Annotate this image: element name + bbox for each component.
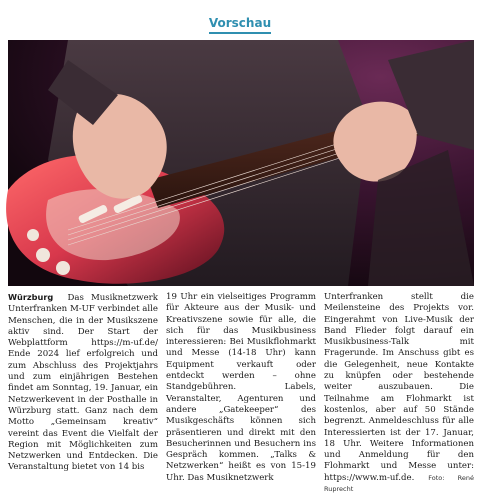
article-column-1 bbox=[8, 292, 158, 478]
article-column-2 bbox=[166, 292, 316, 483]
column-1-text: Das Musiknetzwerk Unterfranken M-UF verbindet alle Menschen, die in der Musikszene aktiv sind. Der Start der Webplattform https://m-uf.de/ Ende 2024 lief erfolgreich und zum Abschluss des Projektjahrs und zum einjährigen Bestehen findet am Sonntag, 19. Januar, ein Netzwerkevent in der Posthalle in Würzburg statt. Ganz nach dem Motto „Gemeinsam kreativ“ vereint das Event die Vielfalt der Region mit Möglichkeiten zum Netzwerken und Entdecken. Die Veranstaltung bietet von 14 bis bbox=[8, 293, 159, 473]
section-title: Vorschau bbox=[209, 16, 271, 34]
article-paragraph-1 bbox=[8, 292, 158, 474]
article-photo bbox=[8, 40, 474, 286]
column-3-text: Unterfranken stellt die Meilensteine des Projekts vor. Eingerahmt von Live-Musik der Band Flieder folgt darauf ein Musikbusiness-Talk mit Fragerunde. Im Anschuss gibt es die Gelegenheit, neue Kontakte zu knüpfen oder bestehende weiter auszubauen. Die Teilnahme am Flohmarkt ist kostenlos, aber auf 50 Stände begrenzt. Anmeldeschluss für alle Interessierten ist der 17. Januar, 18 Uhr. Weitere Informationen und Anmeldung für den Flohmarkt und Messe unter: https://www.m-uf.de. bbox=[324, 292, 474, 483]
column-2-text: 19 Uhr ein vielseitiges Programm für Akteure aus der Musik- und Kreativszene sowie für alle, die sich für das Musikbusiness interessieren: Bei Musikflohmarkt und Messe (14-18 Uhr) kann Equipment verkauft oder entdeckt werden – ohne Standgebühren. Labels, Veranstalter, Agenturen und andere „Gatekeeper“ des Musikgeschäfts können sich präsentieren und direkt mit den Besucherinnen und Besuchern ins Gespräch kommen. „Talks & Netzwerken“ heißt es von 15-19 Uhr. Das Musiknetzwerk bbox=[166, 292, 316, 483]
dateline: Würzburg bbox=[8, 292, 54, 302]
article-column-3 bbox=[324, 292, 474, 494]
article-body bbox=[8, 292, 474, 494]
photo-credit: Foto: René Ruprecht bbox=[324, 473, 474, 494]
section-header bbox=[0, 12, 480, 34]
article-paragraph-3 bbox=[324, 292, 474, 495]
guitarist-photo bbox=[8, 40, 474, 286]
